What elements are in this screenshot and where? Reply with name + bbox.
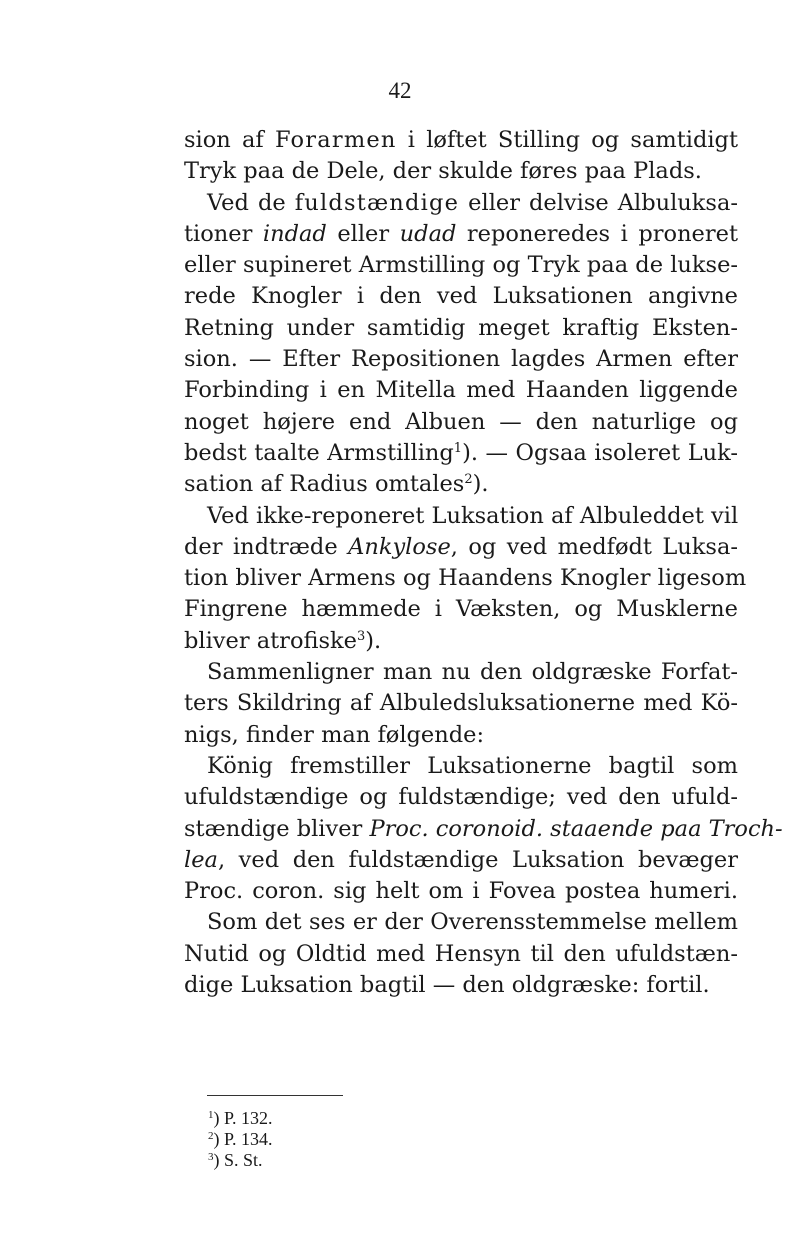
text-run: reponeredes i proneret: [456, 220, 738, 247]
footnote-text: ) S. St.: [213, 1150, 263, 1170]
text-line: [184, 407, 738, 438]
text-line: [184, 532, 738, 563]
text-run: Tryk paa de Dele, der skulde føres paa Plads.: [184, 158, 702, 185]
text-run: nigs, finder man følgende:: [184, 721, 485, 748]
text-line: [184, 782, 738, 813]
footnote-mark: 2: [208, 1130, 214, 1142]
text-line: [184, 626, 738, 657]
text-run: , ved den fuldstændige Luksation bevæger: [217, 846, 738, 873]
text-run: bliver atrofiske: [184, 627, 357, 654]
text-line: [184, 563, 747, 594]
text-run: Forbinding i en Mitella med Haanden liggende: [184, 377, 738, 404]
footnote: [208, 1129, 273, 1150]
text-run: stændige bliver: [184, 815, 370, 842]
text-line: [184, 344, 738, 375]
text-line: [184, 313, 738, 344]
footnote: [208, 1108, 273, 1129]
text-line: [184, 688, 738, 719]
text-line: [184, 375, 738, 406]
footnote-divider: [207, 1095, 343, 1096]
text-run: eller: [326, 220, 400, 247]
page-number: 42: [388, 78, 412, 103]
text-run: eller delvise Albuluksa-: [459, 189, 738, 216]
text-line: [184, 594, 738, 625]
text-line: [184, 188, 738, 219]
text-line: [184, 250, 738, 281]
text-run: eller supineret Armstilling og Tryk paa de lukse-: [184, 252, 738, 279]
text-run: sion af: [184, 127, 275, 153]
text-run: Ankylose: [348, 533, 451, 560]
footnotes: [208, 1108, 273, 1171]
text-run: Som det ses er der Overensstemmelse mellem: [207, 909, 738, 936]
text-line: [184, 469, 738, 500]
text-line: [184, 125, 738, 156]
text-line: [184, 814, 783, 845]
text-run: sation af Radius omtales: [184, 471, 465, 498]
text-line: [184, 845, 738, 876]
text-run: ).: [365, 627, 382, 654]
text-run: indad: [262, 220, 327, 247]
text-run: König fremstiller Luksationerne bagtil som: [207, 752, 738, 779]
text-run: bedst taalte Armstilling: [184, 439, 454, 466]
footnote-ref: 1: [453, 440, 463, 456]
text-line: [184, 907, 738, 938]
text-run: Nutid og Oldtid med Hensyn til den ufuldstæn-: [184, 940, 738, 967]
text-line: [184, 970, 738, 1001]
text-line: [184, 876, 738, 907]
text-line: [184, 720, 738, 751]
text-run: noget højere end Albuen — den naturlige og: [184, 408, 738, 435]
text-line: [184, 438, 738, 469]
text-line: [184, 281, 738, 312]
text-line: [184, 501, 738, 532]
text-run: ). — Ogsaa isoleret Luk-: [462, 439, 739, 466]
text-run: lea: [184, 846, 218, 873]
text-line: [184, 156, 738, 187]
text-line: [184, 751, 738, 782]
text-run: dige Luksation bagtil — den oldgræske: fortil.: [184, 972, 710, 999]
text-run: ters Skildring af Albuledsluksationerne med Kö-: [184, 690, 738, 717]
text-run: Proc. coron. sig helt om i Fovea postea humeri.: [184, 878, 738, 905]
text-run: rede Knogler i den ved Luksationen angivne: [184, 283, 738, 310]
footnote-ref: 2: [464, 472, 473, 488]
text-run: der indtræde: [184, 533, 349, 560]
text-run: Ved ikke-reponeret Luksation af Albuleddet vil: [207, 502, 739, 529]
text-run: tion bliver Armens og Haandens Knogler ligesom: [184, 565, 747, 592]
text-run: udad: [399, 220, 457, 247]
text-run: sion. — Efter Repositionen lagdes Armen efter: [184, 346, 738, 373]
text-run: Sammenligner man nu den oldgræske Forfat-: [207, 659, 738, 686]
footnote-mark: 1: [208, 1109, 214, 1121]
text-run: i løftet Stilling og samtidigt: [396, 127, 738, 153]
text-run: Fingrene hæmmede i Væksten, og Musklerne: [184, 596, 738, 623]
text-run: Retning under samtidig meget kraftig Eksten-: [184, 314, 738, 341]
footnote-text: ) P. 132.: [213, 1108, 273, 1128]
footnote-ref: 3: [357, 628, 366, 644]
text-run: ufuldstændige og fuldstændige; ved den ufuld-: [184, 784, 738, 811]
text-run: Forarmen: [274, 127, 397, 153]
text-run: Ved de: [207, 189, 295, 216]
text-line: [184, 939, 738, 970]
text-run: , og ved medfødt Luksa-: [450, 533, 738, 560]
text-run: fuldstændige: [294, 189, 460, 216]
body-text: [184, 125, 783, 1001]
footnote-mark: 3: [208, 1151, 214, 1163]
text-run: tioner: [184, 220, 263, 247]
text-line: [184, 219, 738, 250]
text-line: [184, 657, 738, 688]
text-run: Proc. coronoid. staaende paa Troch-: [369, 815, 783, 842]
text-run: ).: [472, 471, 489, 498]
footnote: [208, 1150, 273, 1171]
footnote-text: ) P. 134.: [213, 1129, 273, 1149]
